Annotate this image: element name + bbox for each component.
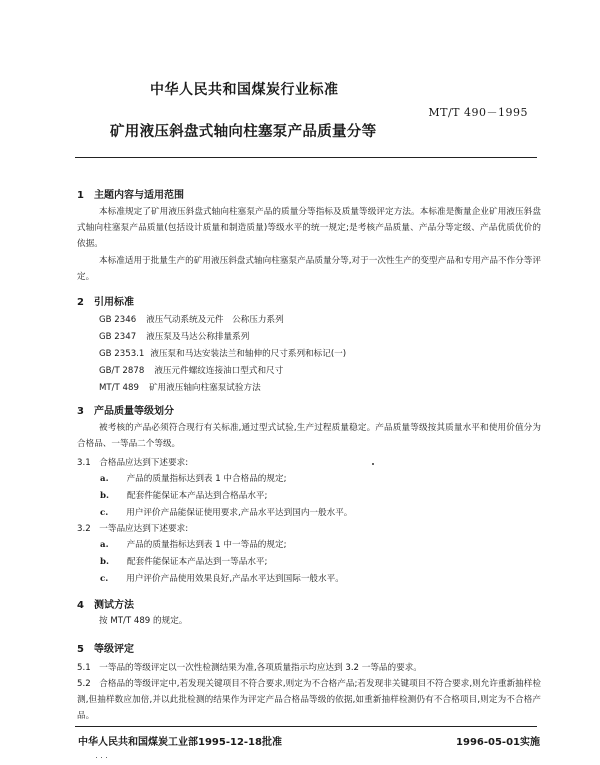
standard-code: MT/T 490－1995 — [428, 106, 528, 119]
document-title: 矿用液压斜盘式轴向柱塞泵产品质量分等 — [110, 124, 377, 140]
reference-title: 液压泵和马达安装法兰和轴伸的尺寸系列和标记(一) — [150, 349, 347, 359]
item-letter: c. — [100, 574, 109, 584]
standard-org-title: 中华人民共和国煤炭行业标准 — [150, 82, 339, 98]
section-3-heading: 3 产品质量等级划分 — [77, 406, 174, 417]
reference-title: 液压元件螺纹连接油口型式和尺寸 — [154, 366, 284, 376]
list-item — [100, 472, 352, 489]
scan-speck — [372, 463, 374, 465]
clause-5-1: 5.1 一等品的等级评定以一次性检测结果为准,各项质量指示均应达到 3.2 一等品的要求。 — [77, 663, 422, 673]
approval-statement: 中华人民共和国煤炭工业部1995-12-18批准 — [78, 737, 282, 748]
scan-speck — [106, 757, 107, 758]
section-5-heading: 5 等级评定 — [77, 644, 134, 655]
section-1-heading: 1 主题内容与适用范围 — [77, 190, 184, 201]
item-text: 用户评价产品能保证使用要求,产品水平达到国内一般水平。 — [126, 508, 353, 518]
scan-speck — [101, 757, 102, 758]
section-3-paragraph-1: 被考核的产品必须符合现行有关标准,通过型式试验,生产过程质量稳定。产品质量等级按其质量水平和使用价值分为合格品、一等品二个等级。 — [77, 423, 541, 449]
item-text: 用户评价产品使用效果良好,产品水平达到国际一般水平。 — [126, 574, 344, 584]
clause-5-2: 5.2 合格品的等级评定中,若发现关键项目不符合要求,则定为不合格产品;若发现非关键项目不符合要求,则允许重新抽样检测,但抽样数应加倍,并以此批检测的结果作为评定产品合格品等级的依据,如重新抽样检测仍有不合格项目,则定为不合格产品。 — [77, 679, 541, 721]
item-letter: b. — [100, 557, 110, 567]
item-letter: c. — [100, 508, 109, 518]
clause-3-1-label: 3.1 合格品应达到下述要求: — [77, 458, 189, 468]
item-letter: a. — [100, 540, 109, 550]
section-1-paragraph-1: 本标准规定了矿用液压斜盘式轴向柱塞泵产品的质量分等指标及质量等级评定方法。本标准是衡量企业矿用液压斜盘式轴向柱塞泵产品质量(包括设计质量和制造质量)等级水平的统一规定;是考核产品质量、产品分等定级、产品优质优价的依据。 — [77, 207, 541, 249]
reference-code: GB/T 2878 — [99, 366, 145, 376]
item-letter: b. — [100, 491, 110, 501]
clause-3-2-label: 3.2 一等品应达到下述要求: — [77, 524, 189, 534]
item-text: 配套件能保证本产品达到合格品水平; — [127, 491, 268, 501]
reference-item — [99, 347, 346, 364]
reference-item — [99, 330, 346, 347]
reference-code: GB 2353.1 — [99, 349, 145, 359]
section-4-paragraph: 按 MT/T 489 的规定。 — [99, 616, 188, 626]
effective-date: 1996-05-01实施 — [456, 737, 540, 748]
item-text: 产品的质量指标达到表 1 中一等品的规定; — [126, 540, 287, 550]
reference-list — [99, 313, 346, 398]
section-4-heading: 4 测试方法 — [77, 600, 134, 611]
reference-code: MT/T 489 — [99, 383, 139, 393]
header-divider — [75, 157, 537, 158]
reference-title: 液压泵及马达公称排量系列 — [146, 332, 250, 342]
section-2-heading: 2 引用标准 — [77, 297, 134, 308]
reference-item — [99, 364, 346, 381]
item-text: 产品的质量指标达到表 1 中合格品的规定; — [126, 474, 287, 484]
list-item — [100, 538, 344, 555]
section-1-paragraph-2: 本标准适用于批量生产的矿用液压斜盘式轴向柱塞泵产品质量分等,对于一次性生产的变型产品和专用产品不作分等评定。 — [77, 256, 541, 282]
clause-3-1-list — [100, 472, 352, 523]
footer-divider — [75, 726, 537, 727]
list-item — [100, 506, 352, 523]
clause-3-2-list — [100, 538, 344, 589]
reference-title: 矿用液压轴向柱塞泵试验方法 — [148, 383, 261, 393]
reference-item — [99, 381, 346, 398]
list-item — [100, 572, 344, 589]
reference-code: GB 2346 — [99, 315, 137, 325]
reference-code: GB 2347 — [99, 332, 137, 342]
reference-title: 液压气动系统及元件 公称压力系列 — [146, 315, 284, 325]
item-letter: a. — [100, 474, 109, 484]
list-item — [100, 489, 352, 506]
scan-speck — [96, 757, 97, 758]
reference-item — [99, 313, 346, 330]
list-item — [100, 555, 344, 572]
item-text: 配套件能保证本产品达到一等品水平; — [127, 557, 268, 567]
